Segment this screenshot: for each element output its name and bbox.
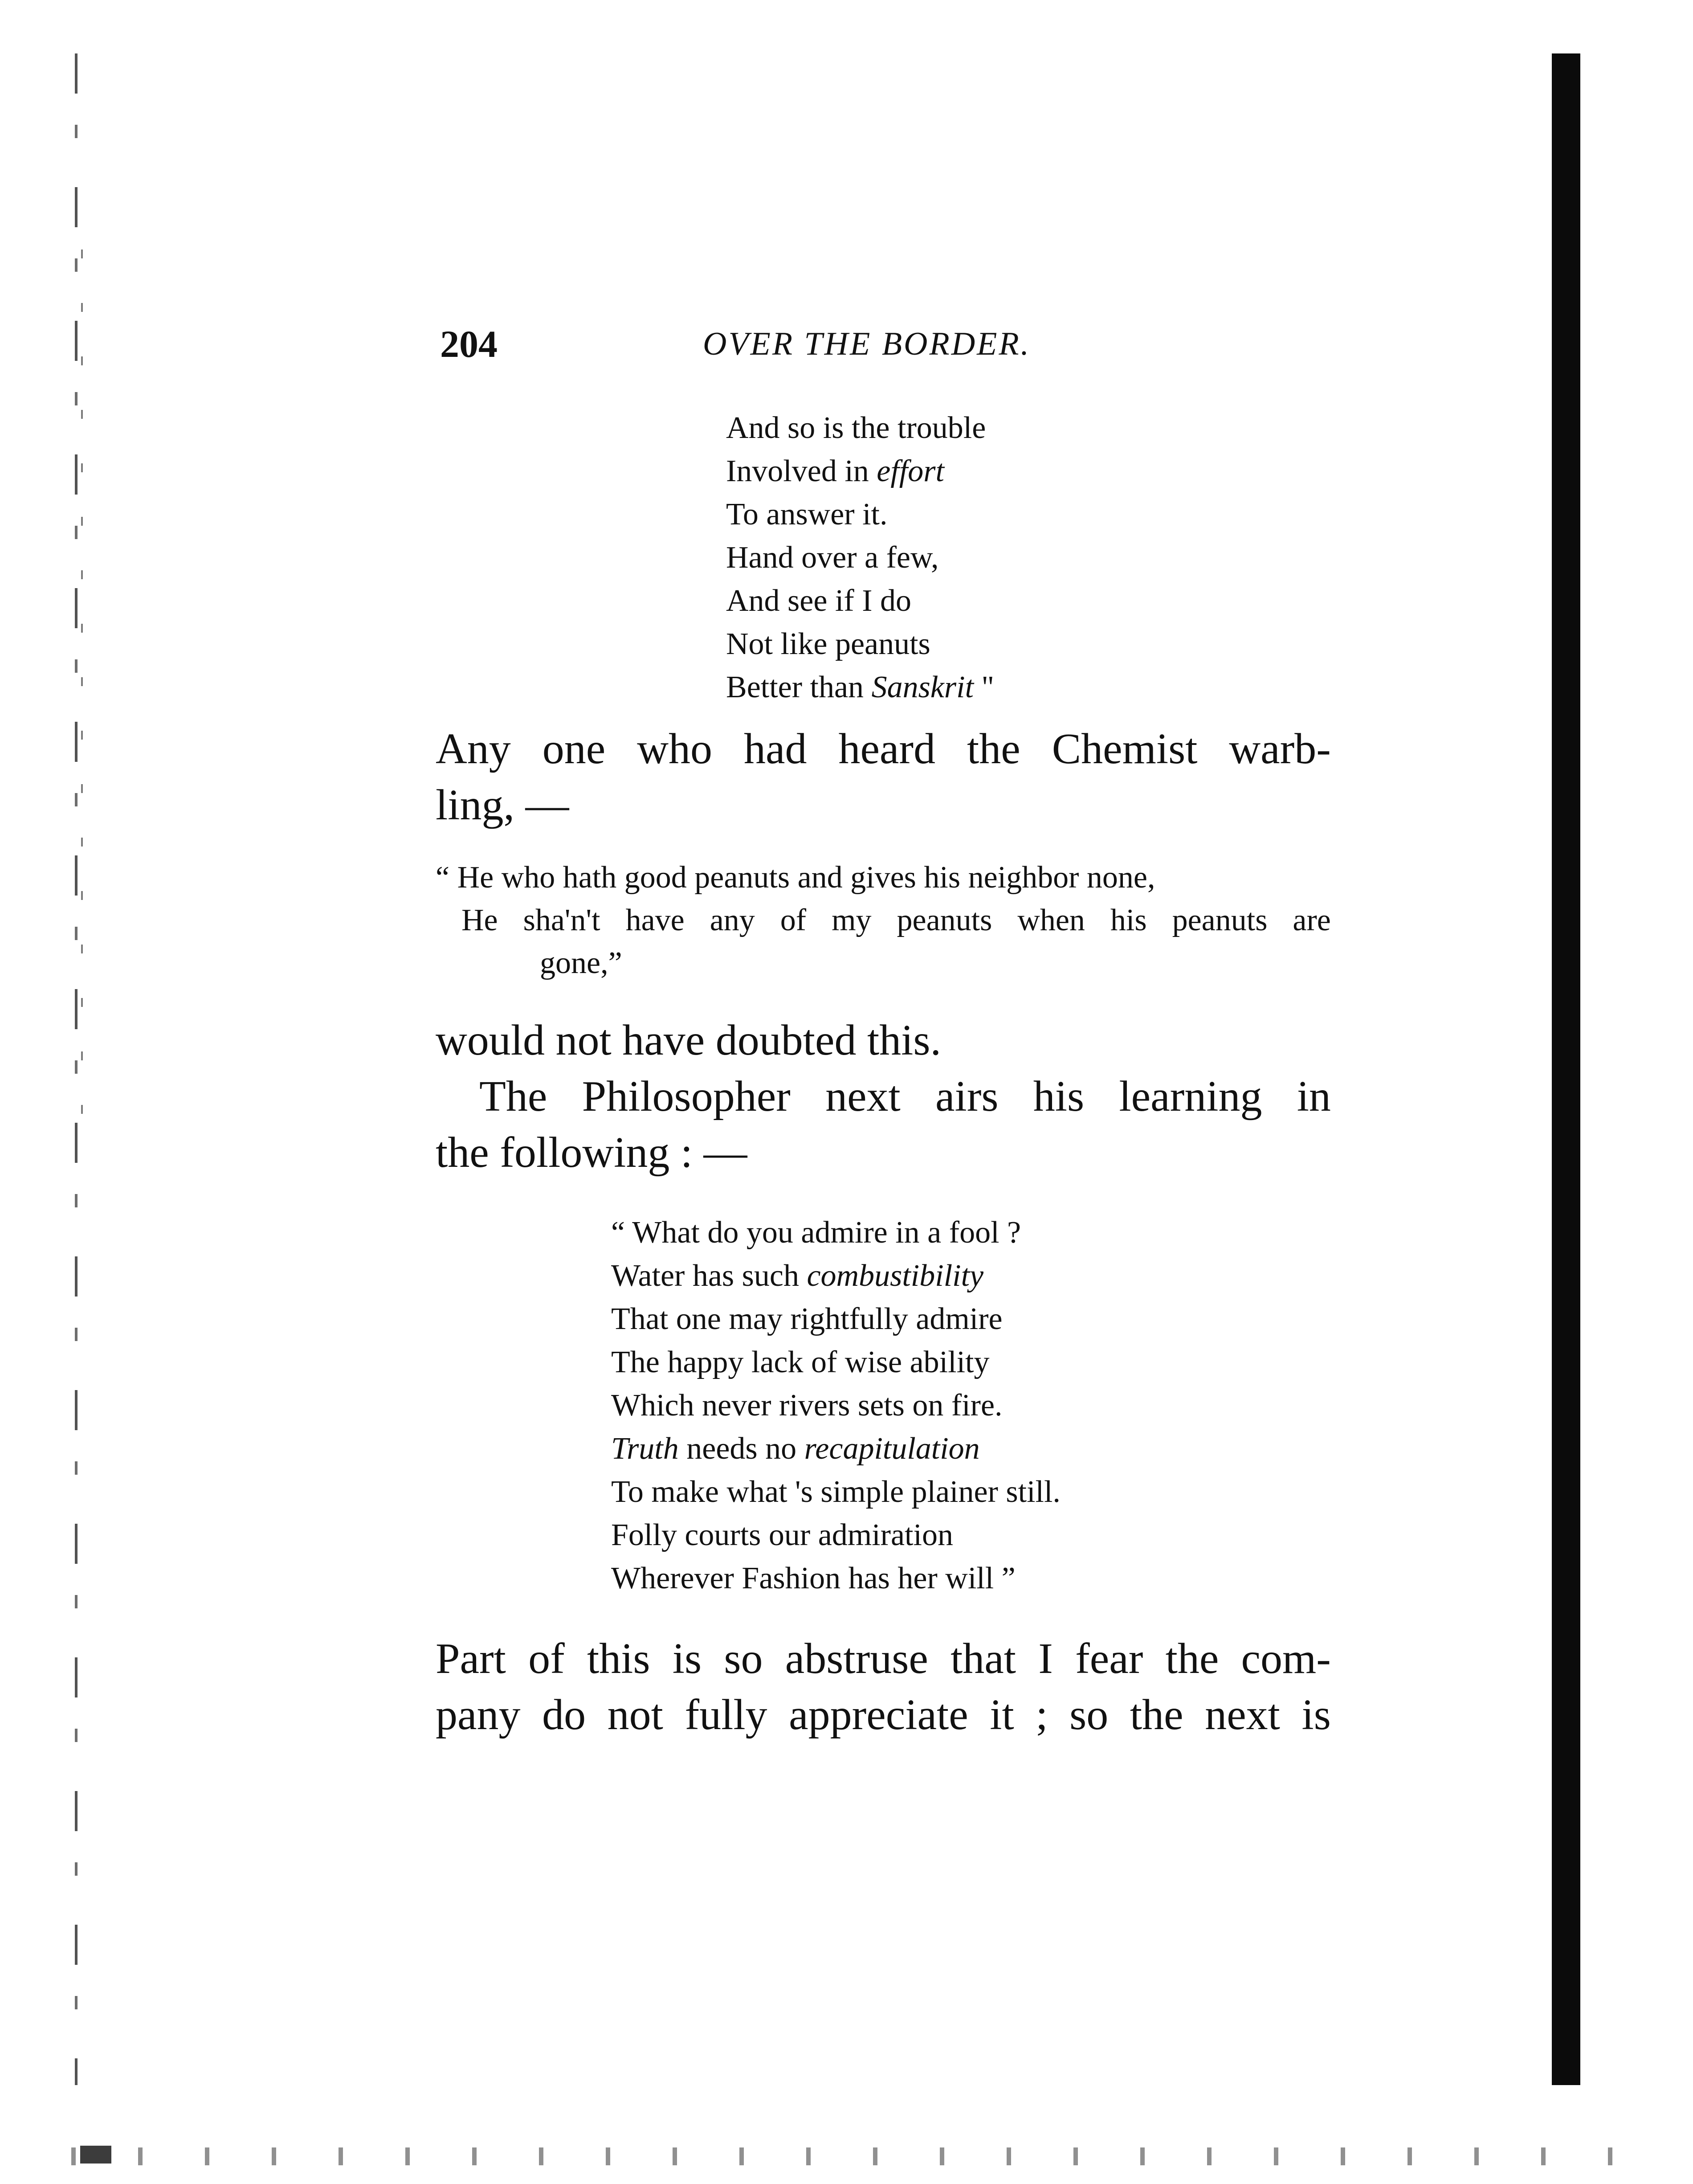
verse-line: Folly courts our admiration bbox=[611, 1518, 953, 1552]
verse-line: “ What do you admire in a fool ? bbox=[611, 1215, 1021, 1250]
scan-margin-artifact bbox=[75, 53, 78, 2085]
verse-line: Hand over a few, bbox=[726, 540, 939, 575]
verse-peanuts bbox=[726, 406, 994, 709]
verse-line: The happy lack of wise ability bbox=[611, 1345, 990, 1379]
paragraph-abstruse bbox=[436, 1631, 1331, 1743]
quote-line: “ He who hath good peanuts and gives his neighbor none, bbox=[436, 860, 1155, 895]
quote-peanuts bbox=[436, 856, 1331, 985]
quote-line: gone,” bbox=[540, 946, 622, 980]
page-number: 204 bbox=[440, 323, 498, 365]
paragraph-line: the following : — bbox=[436, 1129, 747, 1177]
paragraph-line: Any one who had heard the Chemist warb- bbox=[436, 725, 1331, 773]
verse-line: Truth needs no recapitulation bbox=[611, 1431, 980, 1466]
scan-bottom-specks bbox=[71, 2147, 1675, 2165]
paragraph-line: would not have doubted this. bbox=[436, 1016, 942, 1064]
scan-corner-blot bbox=[80, 2146, 111, 2164]
verse-line: Water has such combustibility bbox=[611, 1259, 984, 1293]
verse-line: Involved in effort bbox=[726, 454, 944, 488]
scan-margin-artifact bbox=[81, 249, 83, 1141]
verse-line: And so is the trouble bbox=[726, 411, 986, 445]
verse-line: To make what 's simple plainer still. bbox=[611, 1475, 1061, 1509]
verse-line: And see if I do bbox=[726, 584, 912, 618]
paragraph-philosopher bbox=[436, 1012, 1331, 1181]
paragraph-line: pany do not fully appreciate it ; so the next is bbox=[436, 1691, 1331, 1739]
scan-edge-bar bbox=[1552, 53, 1580, 2085]
paragraph-chemist bbox=[436, 721, 1331, 833]
verse-line: Wherever Fashion has her will ” bbox=[611, 1561, 1016, 1595]
verse-line: To answer it. bbox=[726, 497, 888, 532]
verse-line: Which never rivers sets on fire. bbox=[611, 1388, 1003, 1423]
paragraph-line: The Philosopher next airs his learning in bbox=[479, 1072, 1331, 1121]
verse-line: That one may rightfully admire bbox=[611, 1302, 1003, 1336]
paragraph-line: ling, — bbox=[436, 781, 569, 829]
running-title: OVER THE BORDER. bbox=[703, 326, 1031, 362]
quote-line: He sha'n't have any of my peanuts when his peanuts are bbox=[461, 903, 1331, 937]
paragraph-line: Part of this is so abstruse that I fear the com- bbox=[436, 1635, 1331, 1683]
verse-line: Not like peanuts bbox=[726, 627, 930, 661]
verse-fool bbox=[611, 1211, 1061, 1600]
verse-line: Better than Sanskrit " bbox=[726, 670, 995, 704]
